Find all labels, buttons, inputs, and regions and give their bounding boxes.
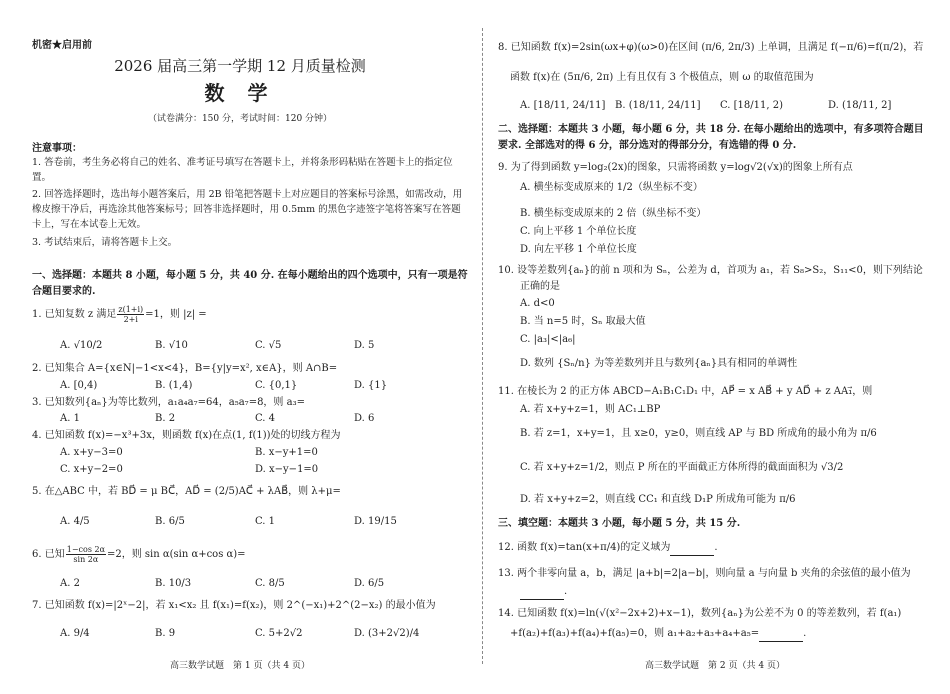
q4-option-d: D. x−y−1=0 (255, 464, 319, 475)
question-12: 12. 函数 f(x)=tan(x+π/4)的定义域为 . (498, 540, 718, 556)
q11-option-d: D. 若 x+y+z=2，则直线 CC₁ 和直线 D₁P 所成角可能为 π/6 (520, 494, 796, 505)
question-8-line-2: 函数 f(x)在 (5π/6, 2π) 上有且仅有 3 个极值点，则 ω 的取值范围为 (510, 72, 814, 83)
q9-option-b: B. 横坐标变成原来的 2 倍（纵坐标不变） (520, 208, 707, 219)
q1-option-a: A. √10/2 (60, 340, 103, 351)
q4-option-c: C. x+y−2=0 (60, 464, 123, 475)
q9-option-a: A. 横坐标变成原来的 1/2（纵坐标不变） (520, 182, 703, 193)
q3-option-a: A. 1 (60, 413, 80, 424)
question-14-line-2: +f(a₂)+f(a₃)+f(a₄)+f(a₅)=0，则 a₁+a₂+a₃+a₄+a₅= . (510, 626, 806, 642)
question-3: 3. 已知数列{aₙ}为等比数列，a₁a₄a₇=64，a₅a₇=8，则 a₃= (32, 397, 305, 408)
q5-option-a: A. 4/5 (60, 516, 90, 527)
q8-option-c: C. [18/11, 2) (720, 100, 783, 111)
q1-option-d: D. 5 (354, 340, 375, 351)
q8-option-d: D. (18/11, 2] (828, 100, 892, 111)
exam-title: 2026 届高三第一学期 12 月质量检测 (114, 57, 366, 75)
q9-option-d: D. 向左平移 1 个单位长度 (520, 244, 637, 255)
question-10-line-1: 10. 设等差数列{aₙ}的前 n 项和为 Sₙ，公差为 d，首项为 a₁，若 S₈>S₂，S₁₁<0，则下列结论 (498, 265, 923, 276)
q5-option-c: C. 1 (255, 516, 276, 527)
q9-option-c: C. 向上平移 1 个单位长度 (520, 226, 637, 237)
question-6: 6. 已知 $\frac{1-\cos 2\alpha}{\sin 2\alpha}$ =2，则 sin α(sin α+cos α)= (32, 545, 246, 564)
q10-option-c: C. |a₃|<|a₆| (520, 334, 576, 345)
question-2: 2. 已知集合 A={x∈N|−1<x<4}，B={y|y=x², x∈A}，则 A∩B= (32, 363, 338, 374)
q3-option-b: B. 2 (155, 413, 176, 424)
question-5: 5. 在△ABC 中，若 BD⃗ = μ BC⃗，AD⃗ = (2/5)AC⃗ + λAB⃗，则 λ+μ= (32, 486, 341, 497)
q6-option-b: B. 10/3 (155, 578, 192, 589)
q13-answer-line: . (520, 584, 567, 600)
q8-option-a: A. [18/11, 24/11] (520, 100, 606, 111)
question-1: 1. 已知复数 z 满足 $\frac{z(1+i)}{2+i}$ =1，则 |z| = (32, 305, 207, 324)
q12-answer-blank (670, 545, 714, 556)
page-2 (480, 0, 950, 694)
q2-option-b: B. (1,4) (155, 380, 193, 391)
q11-option-c: C. 若 x+y+z=1/2，则点 P 所在的平面截正方体所得的截面面积为 √3/2 (520, 462, 844, 473)
q7-option-a: A. 9/4 (60, 628, 90, 639)
q4-option-b: B. x−y+1=0 (255, 447, 318, 458)
q6-option-a: A. 2 (60, 578, 80, 589)
q2-option-a: A. [0,4) (60, 380, 98, 391)
question-9: 9. 为了得到函数 y=log₂(2x)的图象，只需将函数 y=log√2(√x)的图象上所有点 (498, 162, 853, 173)
q14-answer-blank (759, 631, 803, 642)
q3-option-d: D. 6 (354, 413, 375, 424)
question-13: 13. 两个非零向量 a，b，满足 |a+b|=2|a−b|，则向量 a 与向量 b 夹角的余弦值的最小值为 (498, 568, 911, 579)
q6-option-c: C. 8/5 (255, 578, 285, 589)
q8-option-b: B. (18/11, 24/11] (615, 100, 701, 111)
q1-option-c: C. √5 (255, 340, 282, 351)
q7-option-b: B. 9 (155, 628, 176, 639)
q11-option-b: B. 若 z=1，x+y=1，且 x≥0，y≥0，则直线 AP 与 BD 所成角的最小角为 π/6 (520, 428, 877, 439)
q13-answer-blank (520, 589, 564, 600)
q7-option-c: C. 5+2√2 (255, 628, 303, 639)
section-3-header: 三、填空题：本题共 3 小题，每小题 5 分，共 15 分. (498, 518, 741, 529)
q10-option-a: A. d<0 (520, 298, 555, 309)
notes-header: 注意事项： (32, 143, 82, 154)
q5-option-b: B. 6/5 (155, 516, 185, 527)
question-4: 4. 已知函数 f(x)=−x³+3x，则函数 f(x)在点(1, f(1))处的切线方程为 (32, 430, 341, 441)
confidential-mark: 机密★启用前 (32, 40, 92, 51)
page-2-footer: 高三数学试题 第 2 页（共 4 页） (645, 661, 785, 671)
note-2: 2. 回答选择题时，选出每小题答案后，用 2B 铅笔把答题卡上对应题目的答案标号涂黑，如需改动，用橡皮擦干净后，再选涂其他答案标号；回答非选择题时，用 0.5mm 的黑色字迹签字笔将答案写在答题卡上，写在本试卷上无效。 (32, 189, 463, 230)
question-7: 7. 已知函数 f(x)=|2ˣ−2|，若 x₁<x₂ 且 f(x₁)=f(x₂)，则 2^(−x₁)+2^(2−x₂) 的最小值为 (32, 600, 436, 611)
q6-fraction: $\frac{1-\cos 2\alpha}{\sin 2\alpha}$ (66, 545, 105, 564)
page-1-footer: 高三数学试题 第 1 页（共 4 页） (170, 661, 310, 671)
note-1: 1. 答卷前，考生务必将自己的姓名、准考证号填写在答题卡上，并将条形码粘贴在答题卡上的指定位置。 (32, 157, 453, 183)
question-11: 11. 在棱长为 2 的正方体 ABCD−A₁B₁C₁D₁ 中，AP⃗ = x AB⃗ + y AD⃗ + z AA₁⃗，则 (498, 386, 873, 397)
score-time-line: （试卷满分：150 分，考试时间：120 分钟） (147, 114, 333, 124)
q10-option-d: D. 数列 {Sₙ/n} 为等差数列并且与数列{aₙ}具有相同的单调性 (520, 358, 798, 369)
q5-option-d: D. 19/15 (354, 516, 397, 527)
q2-option-d: D. {1} (354, 380, 388, 391)
note-3: 3. 考试结束后，请将答题卡上交。 (32, 237, 178, 248)
question-14-line-1: 14. 已知函数 f(x)=ln(√(x²−2x+2)+x−1)，数列{aₙ}为公差不为 0 的等差数列，若 f(a₁) (498, 608, 902, 619)
question-8-line-1: 8. 已知函数 f(x)=2sin(ωx+φ)(ω>0)在区间 (π/6, 2π/3) 上单调，且满足 f(−π/6)=f(π/2)，若 (498, 42, 924, 53)
q1-option-b: B. √10 (155, 340, 188, 351)
q11-option-a: A. 若 x+y+z=1，则 AC₁⊥BP (520, 404, 661, 415)
q2-option-c: C. {0,1} (255, 380, 298, 391)
q1-fraction: $\frac{z(1+i)}{2+i}$ (118, 305, 144, 324)
q4-option-a: A. x+y−3=0 (60, 447, 123, 458)
question-10-line-2: 正确的是 (520, 281, 560, 292)
q10-option-b: B. 当 n=5 时，Sₙ 取最大值 (520, 316, 646, 327)
q7-option-d: D. (3+2√2)/4 (354, 628, 420, 639)
q6-option-d: D. 6/5 (354, 578, 385, 589)
section-2-header: 二、选择题：本题共 3 小题，每小题 6 分，共 18 分. 在每小题给出的选项中，有多项符合题目要求. 全部选对的得 6 分，部分选对的得部分分，有选错的得 0 分. (498, 124, 924, 151)
q3-option-c: C. 4 (255, 413, 276, 424)
subject-title: 数 学 (204, 81, 276, 105)
section-1-header: 一、选择题：本题共 8 小题，每小题 5 分，共 40 分. 在每小题给出的四个选项中，只有一项是符合题目要求的. (32, 270, 468, 297)
